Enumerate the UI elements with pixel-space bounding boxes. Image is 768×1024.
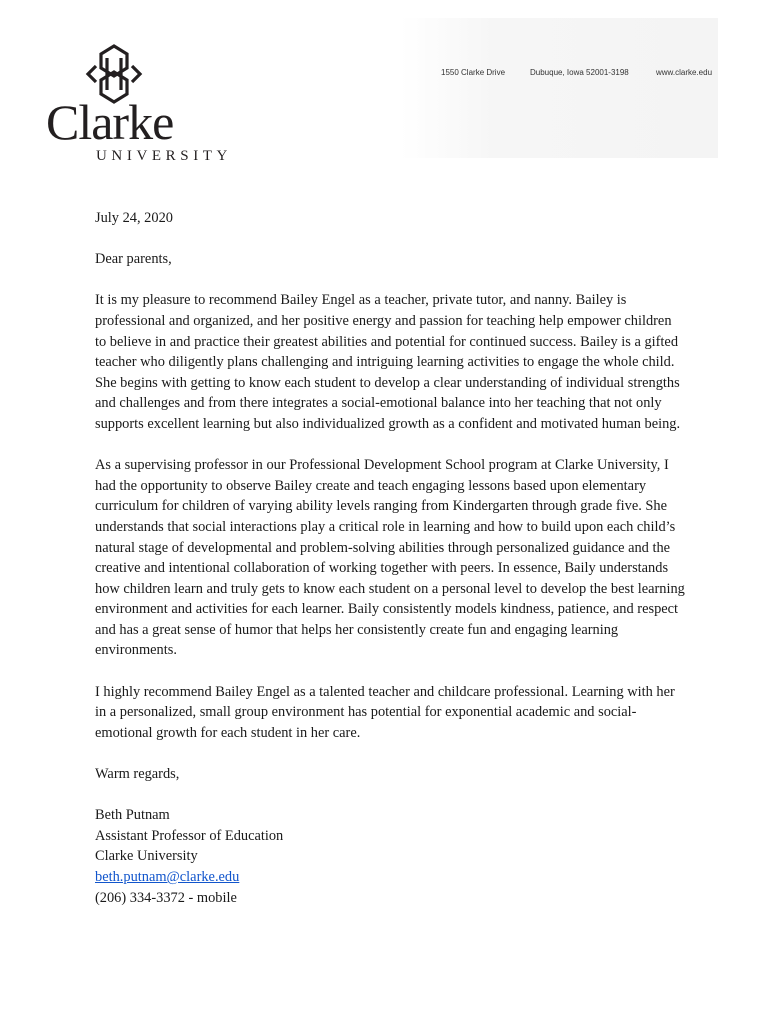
signer-institution: Clarke University — [95, 848, 198, 865]
paragraph-1: It is my pleasure to recommend Bailey Engel as a teacher, private tutor, and nanny. Bailey is professional and organized, and her positive energy and passion for teaching help empower children to believe in and practice their greatest abilities and potential for continued success. Bailey is a gifted teacher who diligently plans challenging and intriguing learning activities to engage the whole child. She begins with getting to know each student to develop a clear understanding of individual strengths and challenges and from there integrates a social-emotional balance into her teaching that not only supports excellent learning but also individualized growth as a confident and motivated human being. — [95, 292, 681, 432]
paragraph-3: I highly recommend Bailey Engel as a talented teacher and childcare professional. Learning with her in a personalized, small group environment has potential for exponential academic and social-emotional growth for each student in her care. — [95, 683, 675, 741]
address-web: www.clarke.edu — [656, 68, 713, 77]
salutation: Dear parents, — [95, 251, 172, 268]
logo-wordmark: Clarke — [46, 94, 174, 150]
letterhead-band — [400, 18, 718, 158]
signer-email-link[interactable]: beth.putnam@clarke.edu — [95, 869, 240, 885]
signer-title: Assistant Professor of Education — [95, 827, 284, 844]
signer-phone: (206) 334-3372 - mobile — [95, 889, 237, 906]
letter-date: July 24, 2020 — [95, 210, 173, 226]
address-street: 1550 Clarke Drive — [441, 68, 506, 77]
address-city: Dubuque, Iowa 52001-3198 — [530, 68, 629, 77]
logo-subtitle: UNIVERSITY — [96, 148, 232, 164]
signer-name: Beth Putnam — [95, 807, 170, 824]
paragraph-2: As a supervising professor in our Professional Development School program at Clarke University, I had the opportunity to observe Bailey create and teach engaging lessons based upon elementary curriculum for children of varying ability levels ranging from Kindergarten through grade five. She understands that social interactions play a critical role in learning and how to build upon each child’s natural stage of developmental and problem-solving abilities through personalized guidance and the creative and intentional collaboration of working together with peers. In essence, Baily understands how children learn and truly gets to know each student on a personal level to develop the best learning environment and activities for each learner. Baily consistently models kindness, patience, and respect and has a great sense of humor that helps her consistently create fun and engaging learning environments. — [95, 457, 685, 659]
letter-body — [95, 208, 685, 908]
signature-block — [95, 805, 685, 908]
closing: Warm regards, — [95, 766, 180, 783]
